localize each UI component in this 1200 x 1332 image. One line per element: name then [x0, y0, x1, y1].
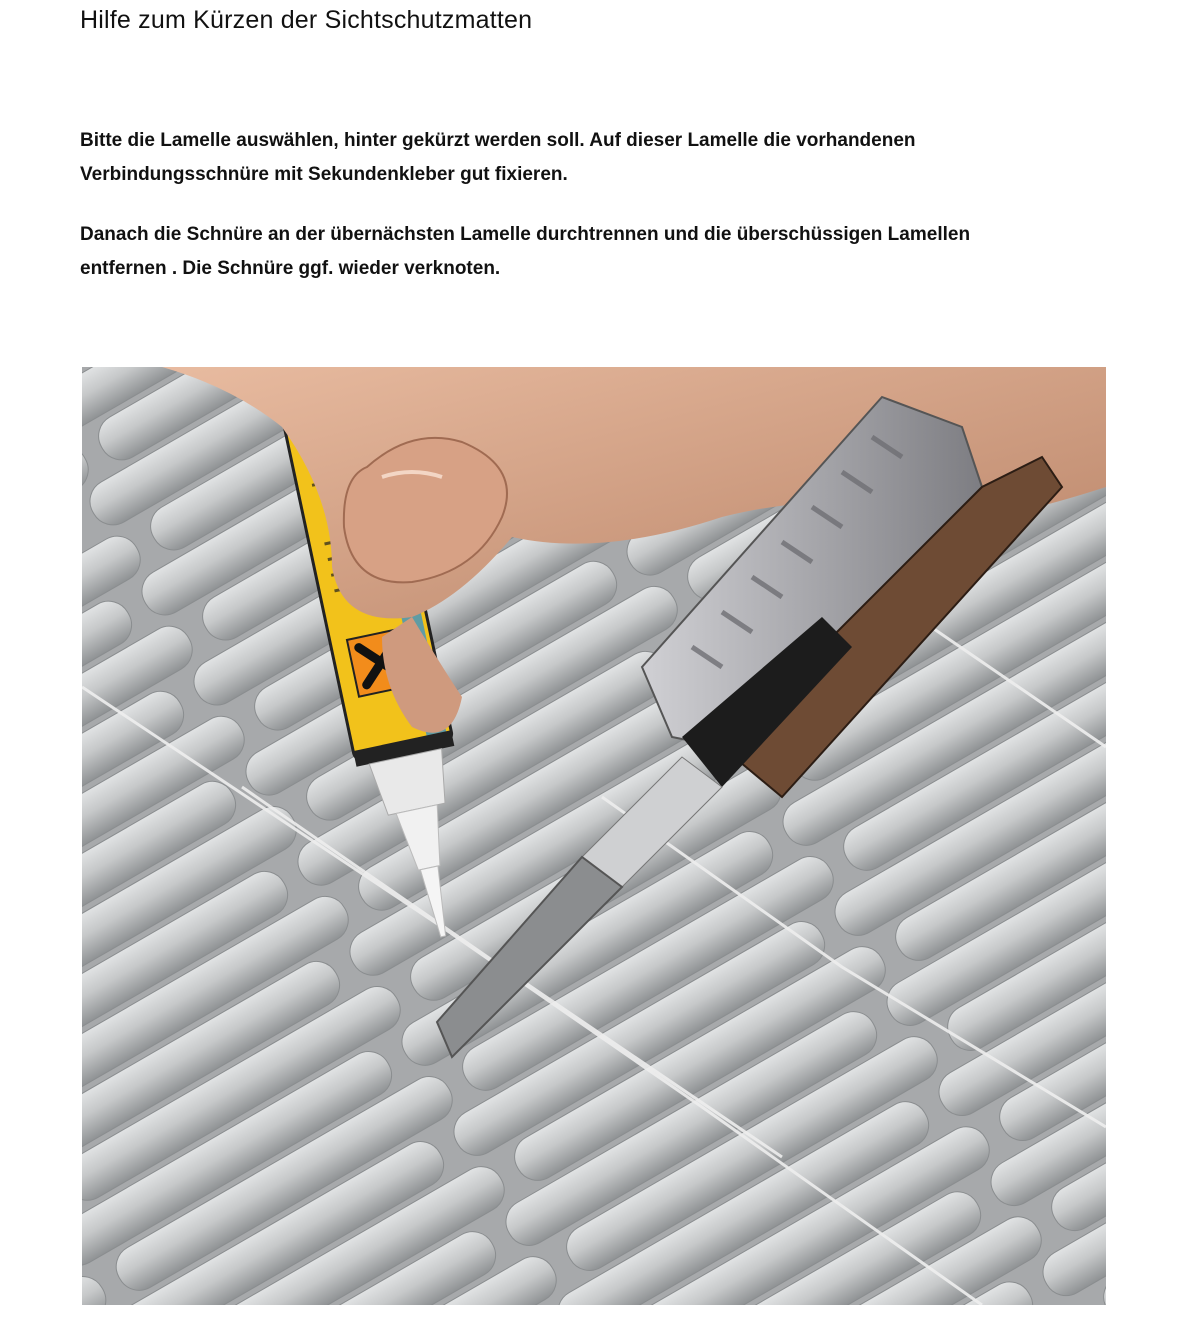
instruction-1-line-1: Bitte die Lamelle auswählen, hinter gekürzt werden soll. Auf dieser Lamelle die vorhandenen	[80, 130, 916, 151]
instruction-paragraph-1	[80, 124, 1130, 192]
instruction-1-line-2: Verbindungsschnüre mit Sekundenkleber gut fixieren.	[80, 164, 568, 185]
document-title: Hilfe zum Kürzen der Sichtschutzmatten	[80, 6, 533, 34]
instruction-2-line-1: Danach die Schnüre an der übernächsten Lamelle durchtrennen und die überschüssigen Lamellen	[80, 224, 971, 245]
instruction-2-line-2: entfernen . Die Schnüre ggf. wieder verknoten.	[80, 258, 501, 279]
photo-illustration	[82, 367, 1106, 1305]
instruction-photo	[82, 367, 1106, 1305]
instruction-paragraph-2	[80, 218, 1130, 286]
